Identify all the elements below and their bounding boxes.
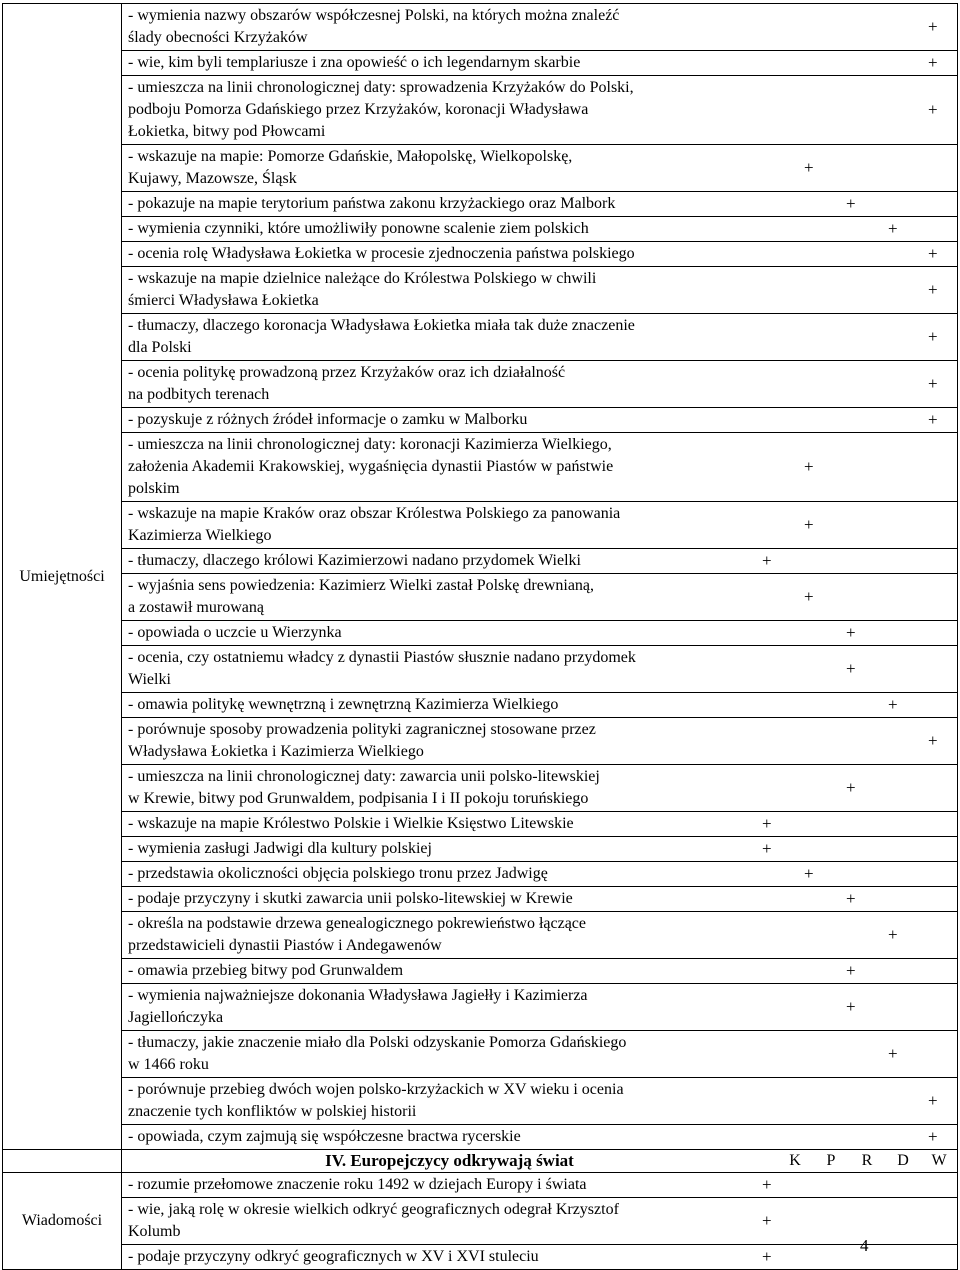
requirement-text: znaczenie tych konfliktów w polskiej historii [128,1103,417,1120]
requirement-text: ślady obecności Krzyżaków [128,29,308,46]
requirement-cell [122,433,958,502]
level-mark-w: + [928,244,938,263]
requirement-cell [122,549,958,574]
level-mark-r: + [846,961,856,980]
requirement-text: - opowiada, czym zajmują się współczesne bractwa rycerskie [128,1128,521,1145]
level-mark-k: + [762,1211,772,1230]
requirement-text: - wymienia zasługi Jadwigi dla kultury polskiej [128,840,432,857]
level-mark-r: + [846,778,856,797]
requirement-cell [122,862,958,887]
requirement-text: śmierci Władysława Łokietka [128,292,319,309]
knowledge-row [3,1198,958,1245]
skills-row [3,959,958,984]
requirement-cell [122,314,958,361]
requirement-cell [122,76,958,145]
level-mark-d: + [888,1044,898,1063]
level-mark-w: + [928,53,938,72]
level-header-w: W [931,1152,947,1169]
level-mark-p: + [804,457,814,476]
level-mark-k: + [762,551,772,570]
level-mark-p: + [804,158,814,177]
level-mark-w: + [928,327,938,346]
requirements-table [2,3,958,1270]
requirement-text: - wskazuje na mapie dzielnice należące do Królestwa Polskiego w chwili [128,270,597,287]
requirement-text: - porównuje sposoby prowadzenia polityki zagranicznej stosowane przez [128,721,596,738]
level-header-r: R [861,1152,873,1169]
level-mark-d: + [888,219,898,238]
skills-row [3,862,958,887]
section-empty-cell [3,1150,122,1173]
requirement-text: - wymienia najważniejsze dokonania Władysława Jagiełły i Kazimierza [128,987,588,1004]
skills-row [3,314,958,361]
requirement-cell [122,145,958,192]
level-mark-p: + [804,864,814,883]
requirement-text: - omawia politykę wewnętrzną i zewnętrzną Kazimierza Wielkiego [128,696,559,713]
requirement-text: - określa na podstawie drzewa genealogicznego pokrewieństwo łączące [128,915,587,932]
requirement-text: - umieszcza na linii chronologicznej daty: koronacji Kazimierza Wielkiego, [128,436,612,453]
level-mark-r: + [846,194,856,213]
requirement-text: na podbitych terenach [128,386,270,403]
requirement-cell [122,267,958,314]
level-mark-w: + [928,731,938,750]
skills-row [3,574,958,621]
level-header-p: P [826,1152,836,1169]
requirement-text: - wskazuje na mapie Kraków oraz obszar Królestwa Polskiego za panowania [128,505,621,522]
skills-row [3,765,958,812]
requirement-cell [122,887,958,912]
skills-row [3,1125,958,1150]
skills-row [3,646,958,693]
category-skills: Umiejętności [3,4,122,1150]
requirement-text: przedstawicieli dynastii Piastów i Andegawenów [128,937,442,954]
skills-row [3,502,958,549]
requirement-text: - opowiada o uczcie u Wierzynka [128,624,342,641]
requirement-cell [122,361,958,408]
skills-row [3,1031,958,1078]
requirement-cell [122,959,958,984]
requirement-text: - pozyskuje z różnych źródeł informacje o zamku w Malborku [128,411,528,428]
requirement-cell [122,408,958,433]
level-mark-d: + [888,695,898,714]
skills-row [3,242,958,267]
requirement-text: Łokietka, bitwy pod Płowcami [128,123,326,140]
requirement-cell [122,242,958,267]
requirement-text: - wskazuje na mapie Królestwo Polskie i Wielkie Księstwo Litewskie [128,815,574,832]
skills-row [3,433,958,502]
requirement-cell [122,693,958,718]
requirement-text: - umieszcza na linii chronologicznej daty: sprowadzenia Krzyżaków do Polski, [128,79,634,96]
level-mark-r: + [846,623,856,642]
requirement-text: - przedstawia okoliczności objęcia polskiego tronu przez Jadwigę [128,865,548,882]
requirement-text: - ocenia politykę prowadzoną przez Krzyżaków oraz ich działalność [128,364,566,381]
skills-row [3,76,958,145]
requirement-text: - ocenia rolę Władysława Łokietka w procesie zjednoczenia państwa polskiego [128,245,635,262]
requirement-text: - ocenia, czy ostatniemu władcy z dynastii Piastów słusznie nadano przydomek [128,649,636,666]
skills-row [3,693,958,718]
level-header-d: D [897,1152,909,1169]
level-mark-k: + [762,814,772,833]
requirement-text: - wymienia czynniki, które umożliwiły ponowne scalenie ziem polskich [128,220,589,237]
section-header-row [3,1150,958,1173]
requirement-text: Kazimierza Wielkiego [128,527,272,544]
knowledge-row [3,1245,958,1270]
requirement-cell [122,1125,958,1150]
requirement-text: w Krewie, bitwy pod Grunwaldem, podpisania I i II pokoju toruńskiego [128,790,589,807]
requirement-text: Kujawy, Mazowsze, Śląsk [128,170,297,187]
skills-row [3,145,958,192]
skills-row [3,51,958,76]
requirement-cell [122,574,958,621]
requirement-text: - wie, jaką rolę w okresie wielkich odkryć geograficznych odegrał Krzysztof [128,1201,619,1218]
requirement-cell [122,984,958,1031]
level-mark-p: + [804,587,814,606]
skills-row [3,1078,958,1125]
requirement-cell [122,812,958,837]
level-header-k: K [789,1152,801,1169]
requirement-cell [122,912,958,959]
section-title: IV. Europejczycy odkrywają świat [325,1151,574,1170]
level-mark-p: + [804,515,814,534]
requirement-cell [122,646,958,693]
category-knowledge: Wiadomości [3,1173,122,1270]
requirement-text: założenia Akademii Krakowskiej, wygaśnięcia dynastii Piastów w państwie [128,458,614,475]
requirement-text: - tłumaczy, dlaczego królowi Kazimierzowi nadano przydomek Wielki [128,552,581,569]
level-mark-w: + [928,100,938,119]
requirement-cell [122,51,958,76]
skills-row [3,217,958,242]
requirement-text: Władysława Łokietka i Kazimierza Wielkiego [128,743,424,760]
skills-row [3,912,958,959]
skills-row [3,887,958,912]
skills-row [3,192,958,217]
requirement-text: dla Polski [128,339,192,356]
requirement-text: - podaje przyczyny i skutki zawarcia unii polsko-litewskiej w Krewie [128,890,573,907]
level-mark-w: + [928,1127,938,1146]
requirement-text: - wskazuje na mapie: Pomorze Gdańskie, Małopolskę, Wielkopolskę, [128,148,573,165]
requirement-cell [122,192,958,217]
requirement-cell [122,502,958,549]
section-header [122,1150,958,1173]
requirement-text: - rozumie przełomowe znaczenie roku 1492 w dziejach Europy i świata [128,1176,587,1193]
requirement-text: - podaje przyczyny odkryć geograficznych w XV i XVI stuleciu [128,1248,539,1265]
skills-row [3,408,958,433]
requirement-cell [122,4,958,51]
page-number: 4 [860,1236,869,1255]
requirement-text: - pokazuje na mapie terytorium państwa zakonu krzyżackiego oraz Malbork [128,195,616,212]
requirement-cell [122,1031,958,1078]
skills-row [3,267,958,314]
requirement-text: polskim [128,480,180,497]
level-mark-k: + [762,1175,772,1194]
requirement-cell [122,718,958,765]
requirement-text: Kolumb [128,1223,181,1240]
requirement-text: podboju Pomorza Gdańskiego przez Krzyżaków, koronacji Władysława [128,101,589,118]
skills-row [3,984,958,1031]
requirement-cell [122,1173,958,1198]
level-mark-w: + [928,374,938,393]
requirement-text: - tłumaczy, jakie znaczenie miało dla Polski odzyskanie Pomorza Gdańskiego [128,1034,627,1051]
requirement-cell [122,837,958,862]
level-mark-k: + [762,1247,772,1266]
requirement-text: - tłumaczy, dlaczego koronacja Władysława Łokietka miała tak duże znaczenie [128,317,635,334]
skills-row [3,4,958,51]
requirement-text: Wielki [128,671,171,688]
requirement-text: a zostawił murowaną [128,599,264,616]
requirement-text: w 1466 roku [128,1056,209,1073]
skills-row [3,812,958,837]
skills-row [3,718,958,765]
requirement-cell [122,621,958,646]
requirement-text: - wie, kim byli templariusze i zna opowieść o ich legendarnym skarbie [128,54,581,71]
requirement-text: - wymienia nazwy obszarów współczesnej Polski, na których można znaleźć [128,7,620,24]
skills-row [3,549,958,574]
requirement-cell [122,1245,958,1270]
requirement-text: - wyjaśnia sens powiedzenia: Kazimierz Wielki zastał Polskę drewnianą, [128,577,595,594]
requirement-cell [122,1078,958,1125]
requirement-cell [122,765,958,812]
requirement-cell [122,217,958,242]
skills-row [3,621,958,646]
requirement-text: - porównuje przebieg dwóch wojen polsko-krzyżackich w XV wieku i ocenia [128,1081,624,1098]
level-mark-r: + [846,659,856,678]
level-mark-r: + [846,889,856,908]
level-mark-w: + [928,280,938,299]
requirement-text: - omawia przebieg bitwy pod Grunwaldem [128,962,404,979]
requirement-cell [122,1198,958,1245]
requirement-text: - umieszcza na linii chronologicznej daty: zawarcia unii polsko-litewskiej [128,768,600,785]
skills-row [3,837,958,862]
level-mark-r: + [846,997,856,1016]
skills-row [3,361,958,408]
requirement-text: Jagiellończyka [128,1009,224,1026]
level-mark-k: + [762,839,772,858]
level-mark-w: + [928,410,938,429]
level-mark-d: + [888,925,898,944]
level-mark-w: + [928,1091,938,1110]
knowledge-row [3,1173,958,1198]
level-mark-w: + [928,17,938,36]
